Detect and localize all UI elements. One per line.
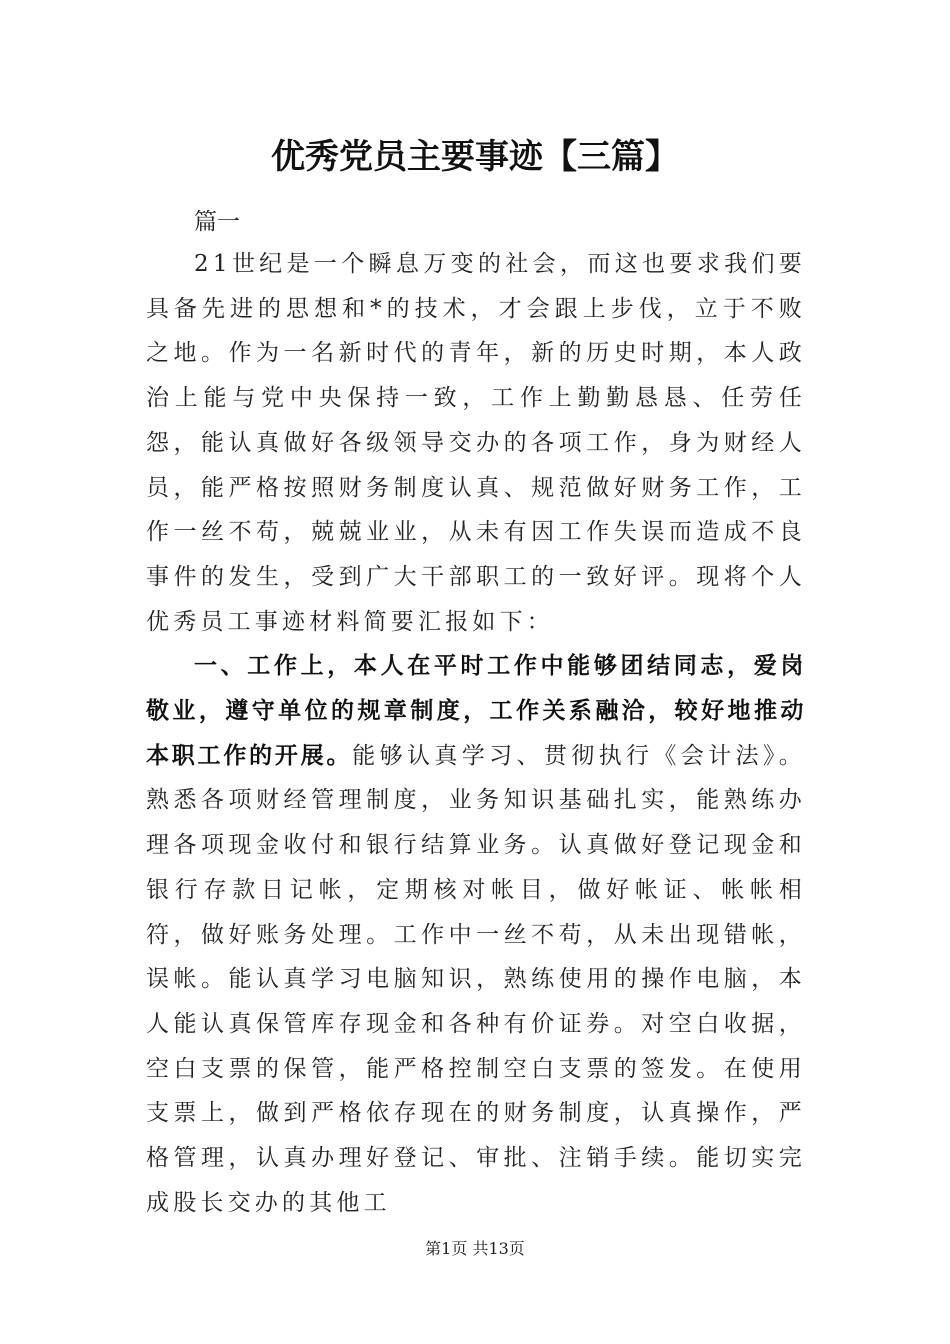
paragraph-text: 能够认真学习、贯彻执行《会计法》。熟悉各项财经管理制度，业务知识基础扎实，能熟练办理各项现金收付和银行结算业务。认真做好登记现金和银行存款日记帐，定期核对帐目，做好帐证、帐帐相符，做好账务处理。工作中一丝不苟，从未出现错帐，误帐。能认真学习电脑知识，熟练使用的操作电脑，本人能认真保管库存现金和各种有价证券。对空白收据，空白支票的保管，能严格控制空白支票的签发。在使用支票上，做到严格依存现在的财务制度，认真操作，严格管理，认真办理好登记、审批、注销手续。能切实完成股长交办的其他工: [146, 742, 806, 1216]
body-paragraph-1: 21世纪是一个瞬息万变的社会，而这也要求我们要具备先进的思想和*的技术，才会跟上步伐，立于不败之地。作为一名新时代的青年，新的历史时期，本人政治上能与党中央保持一致，工作上勤勤恳恳、任劳任怨，能认真做好各级领导交办的各项工作，身为财经人员，能严格按照财务制度认真、规范做好财务工作，工作一丝不苟，兢兢业业，从未有因工作失误而造成不良事件的发生，受到广大干部职工的一致好评。现将个人优秀员工事迹材料简要汇报如下：: [146, 251, 806, 635]
document-body: [146, 242, 806, 1225]
body-paragraph-2: [146, 644, 806, 1225]
section-label: 篇一: [194, 209, 240, 235]
document-title: 优秀党员主要事迹【三篇】: [271, 137, 679, 177]
page-number-footer: 第1页 共13页: [425, 1239, 525, 1258]
paragraph-heading: 一、工作上，本人在平时工作中能够团结同志，爱岗敬业，遵守单位的规章制度，工作关系融洽，较好地推动本职工作的开展。: [146, 653, 806, 769]
